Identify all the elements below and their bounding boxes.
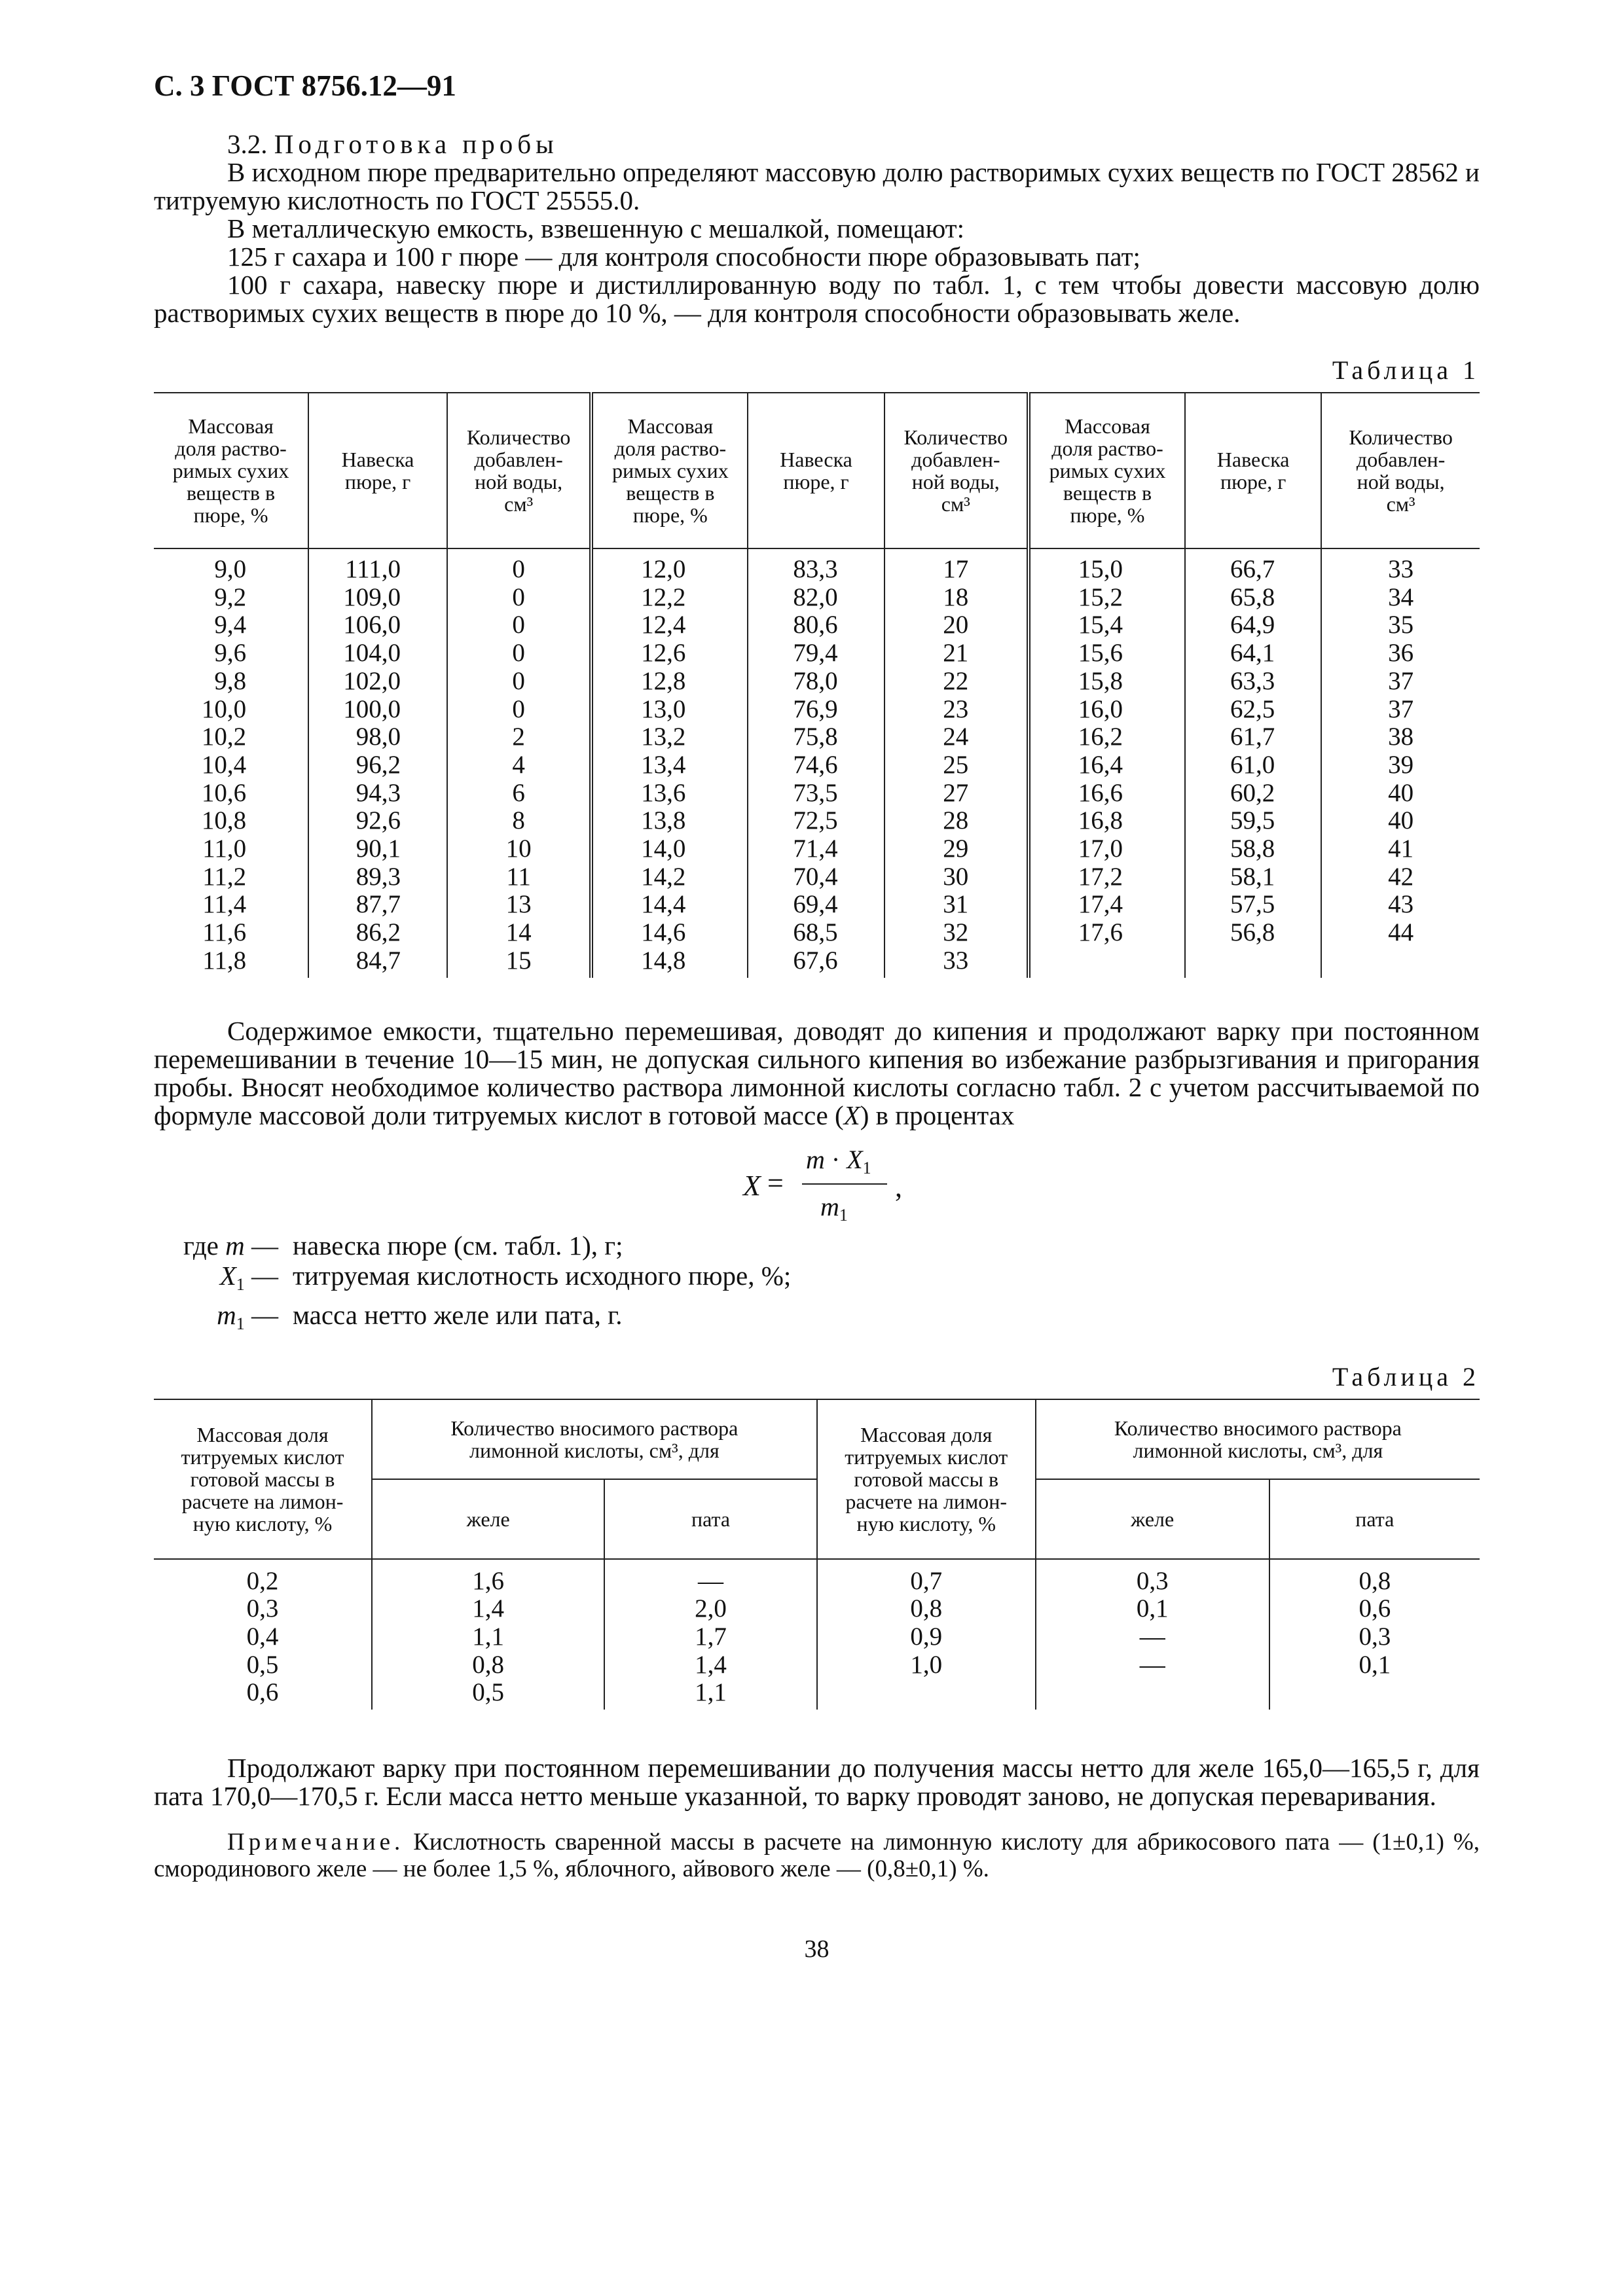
t1-cell: 13,4 <box>591 751 748 780</box>
table-row <box>154 668 1480 696</box>
t2-cell <box>1036 1679 1269 1710</box>
t2-cell: 1,4 <box>372 1595 604 1623</box>
formula-denominator: $m_1$ <box>820 1191 848 1225</box>
t2-cell: 0,1 <box>1036 1595 1269 1623</box>
t1-cell: 23 <box>884 696 1029 724</box>
t1-cell: 14,8 <box>591 947 748 978</box>
section-number: 3.2. <box>227 129 268 159</box>
document-page <box>154 69 1480 1964</box>
t1-cell: 25 <box>884 751 1029 780</box>
t1-cell: 72,5 <box>748 807 884 835</box>
t1-cell: 82,0 <box>748 584 884 612</box>
t1-cell: 12,8 <box>591 668 748 696</box>
t1-cell: 89,3 <box>308 863 447 891</box>
t1-col-header: Массовая доля раство- римых сухих веществ в пюре, % <box>154 393 308 548</box>
page-number: 38 <box>804 1935 830 1964</box>
t1-cell: 21 <box>884 639 1029 668</box>
table1 <box>154 392 1480 978</box>
t2-cell: 1,1 <box>372 1623 604 1651</box>
t1-cell: 33 <box>1388 555 1414 583</box>
t1-cell: 16,2 <box>1029 723 1185 751</box>
fraction-bar <box>802 1183 887 1185</box>
t1-cell: 17,2 <box>1029 863 1185 891</box>
t1-col-header: Количество добавлен- ной воды, см³ <box>884 393 1029 548</box>
note-text: Кислотность сваренной массы в расчете на лимонную кислоту для абрикосового пата — (1±0,1) %, смородинового желе — не более 1,5 %, яблочного, айвового желе — (0,8±0,1) %. <box>154 1829 1480 1883</box>
t1-cell: 66,7 <box>1185 548 1321 584</box>
t2-cell: 2,0 <box>604 1595 816 1623</box>
table-row <box>154 835 1480 863</box>
definition-row: $X_1$ — титруемая кислотность исходного пюре, %; <box>219 1260 792 1294</box>
t2-cell <box>1269 1679 1480 1710</box>
t1-cell: 39 <box>1388 750 1414 779</box>
t1-cell: 87,7 <box>308 891 447 919</box>
table-row <box>154 639 1480 668</box>
t1-cell: 96,2 <box>308 751 447 780</box>
t1-cell: 14 <box>447 919 591 947</box>
t1-cell: 0 <box>447 548 591 584</box>
t1-cell: 12,2 <box>591 584 748 612</box>
t1-cell: 56,8 <box>1185 919 1321 947</box>
t1-cell: 71,4 <box>748 835 884 863</box>
t1-cell: 67,6 <box>748 947 884 978</box>
t1-cell: 98,0 <box>308 723 447 751</box>
t1-cell: 34 <box>1388 583 1414 611</box>
t1-cell: 10 <box>447 835 591 863</box>
t1-cell: 10,6 <box>154 780 308 808</box>
t1-cell: 13,6 <box>591 780 748 808</box>
table-row <box>154 696 1480 724</box>
t2-cell: 1,6 <box>372 1559 604 1596</box>
t1-cell: 109,0 <box>308 584 447 612</box>
t1-cell: 80,6 <box>748 611 884 639</box>
t1-cell: 59,5 <box>1185 807 1321 835</box>
t1-cell: 44 <box>1388 918 1414 947</box>
t1-cell: 83,3 <box>748 548 884 584</box>
t1-col-header: Навеска пюре, г <box>1185 393 1321 548</box>
t1-cell: 111,0 <box>308 548 447 584</box>
t1-cell: 17,6 <box>1029 919 1185 947</box>
t1-cell: 11,8 <box>154 947 308 978</box>
t1-cell: 73,5 <box>748 780 884 808</box>
t1-cell: 0 <box>447 611 591 639</box>
t1-cell: 13,8 <box>591 807 748 835</box>
t1-cell: 14,2 <box>591 863 748 891</box>
t2-cell <box>817 1679 1036 1710</box>
t1-cell <box>1185 947 1321 978</box>
t1-cell: 9,2 <box>154 584 308 612</box>
table-row <box>154 751 1480 780</box>
t1-cell: 0 <box>447 668 591 696</box>
table-row <box>154 1623 1480 1651</box>
t1-cell: 9,8 <box>154 668 308 696</box>
t1-cell: 16,6 <box>1029 780 1185 808</box>
t2-group-header: Количество вносимого раствора лимонной кислоты, см³, для <box>372 1399 817 1479</box>
t1-cell: 65,8 <box>1185 584 1321 612</box>
t1-cell: 8 <box>447 807 591 835</box>
t1-cell: 16,8 <box>1029 807 1185 835</box>
t2-cell: 0,7 <box>817 1559 1036 1596</box>
table-row <box>154 1679 1480 1710</box>
t1-col-header: Количество добавлен- ной воды, см³ <box>1321 393 1480 548</box>
t1-cell: 15 <box>447 947 591 978</box>
t1-cell: 69,4 <box>748 891 884 919</box>
t2-cell: 0,6 <box>154 1679 372 1710</box>
t1-cell: 61,7 <box>1185 723 1321 751</box>
t1-cell: 10,2 <box>154 723 308 751</box>
t1-cell: 36 <box>1388 639 1414 668</box>
t1-cell: 104,0 <box>308 639 447 668</box>
page-header: С. 3 ГОСТ 8756.12—91 <box>154 69 456 102</box>
t2-cell: 1,1 <box>604 1679 816 1710</box>
t1-cell: 11,2 <box>154 863 308 891</box>
t1-cell: 58,8 <box>1185 835 1321 863</box>
t1-cell: 9,4 <box>154 611 308 639</box>
t2-cell: 0,9 <box>817 1623 1036 1651</box>
t1-cell: 58,1 <box>1185 863 1321 891</box>
t1-col-header: Навеска пюре, г <box>748 393 884 548</box>
t1-cell: 12,6 <box>591 639 748 668</box>
paragraph: Содержимое емкости, тщательно перемешивая, доводят до кипения и продолжают варку при постоянном перемешивании в течение 10—15 мин, не допуская сильного кипения во избежание разбрызгивания и пригорания пробы. Вносят необходимое количество раствора лимонной кислоты согласно табл. 2 с учетом рассчитываемой по формуле массовой доли титруемых кислот в готовой массе (X) в процентах <box>154 1015 1480 1130</box>
t1-cell: 43 <box>1388 890 1414 919</box>
t1-cell: 4 <box>447 751 591 780</box>
paragraph: В исходном пюре предварительно определяют массовую долю растворимых сухих веществ по ГОСТ 28562 и титруемую кислотность по ГОСТ 25555.0. <box>154 157 1480 215</box>
t1-cell: 102,0 <box>308 668 447 696</box>
definitions <box>154 1230 1480 1339</box>
table-row <box>154 1651 1480 1679</box>
t2-cell: — <box>604 1559 816 1596</box>
t1-cell: 14,0 <box>591 835 748 863</box>
table-row <box>154 807 1480 835</box>
table-row <box>154 863 1480 891</box>
t1-cell: 41 <box>1388 834 1414 863</box>
t2-cell: 0,5 <box>372 1679 604 1710</box>
t1-cell: 15,0 <box>1029 548 1185 584</box>
t2-cell: 0,1 <box>1359 1650 1391 1679</box>
t1-cell: 94,3 <box>308 780 447 808</box>
t1-cell: 17,4 <box>1029 891 1185 919</box>
t1-cell: 11 <box>447 863 591 891</box>
t1-cell: 86,2 <box>308 919 447 947</box>
t1-cell: 90,1 <box>308 835 447 863</box>
t1-col-header: Массовая доля раство- римых сухих веществ в пюре, % <box>591 393 748 548</box>
paragraph: В металлическую емкость, взвешенную с мешалкой, помещают: <box>227 213 964 243</box>
t1-cell: 60,2 <box>1185 780 1321 808</box>
t1-cell: 13,2 <box>591 723 748 751</box>
table-row <box>154 1559 1480 1596</box>
t1-cell: 12,4 <box>591 611 748 639</box>
t1-cell: 10,8 <box>154 807 308 835</box>
table-row <box>154 584 1480 612</box>
t2-cell: 0,3 <box>1359 1622 1391 1651</box>
t1-cell: 14,6 <box>591 919 748 947</box>
t1-col-header: Массовая доля раство- римых сухих веществ в пюре, % <box>1029 393 1185 548</box>
definition-row: где m — навеска пюре (см. табл. 1), г; <box>183 1230 623 1261</box>
t1-cell: 29 <box>884 835 1029 863</box>
t1-cell: 11,6 <box>154 919 308 947</box>
t1-cell: 0 <box>447 584 591 612</box>
formula-eq: = <box>767 1166 784 1199</box>
t1-cell: 63,3 <box>1185 668 1321 696</box>
t1-cell: 76,9 <box>748 696 884 724</box>
t1-col-header: Количество добавлен- ной воды, см³ <box>447 393 591 548</box>
t1-cell: 15,2 <box>1029 584 1185 612</box>
t1-cell: 84,7 <box>308 947 447 978</box>
table-row <box>154 611 1480 639</box>
t1-cell: 35 <box>1388 611 1414 639</box>
t1-cell: 14,4 <box>591 891 748 919</box>
t1-cell: 74,6 <box>748 751 884 780</box>
t1-cell: 64,9 <box>1185 611 1321 639</box>
t1-cell: 70,4 <box>748 863 884 891</box>
note-label: Примечание. <box>227 1829 405 1856</box>
section-heading <box>154 130 1480 158</box>
table-row <box>154 919 1480 947</box>
table-row <box>154 947 1480 978</box>
t1-cell: 78,0 <box>748 668 884 696</box>
t1-cell: 30 <box>884 863 1029 891</box>
t1-cell: 28 <box>884 807 1029 835</box>
section-title: Подготовка пробы <box>274 129 558 159</box>
t1-cell: 106,0 <box>308 611 447 639</box>
t1-cell <box>1029 947 1185 978</box>
t1-cell: 68,5 <box>748 919 884 947</box>
t1-cell: 0 <box>447 696 591 724</box>
paragraph: 125 г сахара и 100 г пюре — для контроля способности пюре образовывать пат; <box>227 242 1140 272</box>
t2-cell: 1,0 <box>817 1651 1036 1679</box>
t1-cell: 12,0 <box>591 548 748 584</box>
table2-caption: Таблица 2 <box>1332 1361 1480 1391</box>
t1-cell: 11,4 <box>154 891 308 919</box>
t1-cell: 33 <box>884 947 1029 978</box>
t1-cell: 9,0 <box>154 548 308 584</box>
t1-cell: 79,4 <box>748 639 884 668</box>
t2-cell: — <box>1036 1651 1269 1679</box>
t1-cell: 37 <box>1388 666 1414 695</box>
t1-cell: 40 <box>1388 778 1414 807</box>
t2-cell: 0,3 <box>154 1595 372 1623</box>
t1-cell: 11,0 <box>154 835 308 863</box>
t1-cell: 0 <box>447 639 591 668</box>
t1-cell: 22 <box>884 668 1029 696</box>
t1-cell: 15,6 <box>1029 639 1185 668</box>
t1-cell: 10,0 <box>154 696 308 724</box>
table-row <box>154 723 1480 751</box>
t1-cell: 62,5 <box>1185 696 1321 724</box>
t2-cell: 0,5 <box>154 1651 372 1679</box>
t2-cell: — <box>1036 1623 1269 1651</box>
t2-cell: 0,8 <box>817 1595 1036 1623</box>
t1-cell: 16,4 <box>1029 751 1185 780</box>
t1-cell: 64,1 <box>1185 639 1321 668</box>
t2-col4-header: Массовая доля титруемых кислот готовой массы в расчете на лимон- ную кислоту, % <box>817 1399 1036 1559</box>
t1-cell: 42 <box>1388 862 1414 891</box>
t2-cell: 0,8 <box>372 1651 604 1679</box>
table-row <box>154 1595 1480 1623</box>
t2-col1-header: Массовая доля титруемых кислот готовой массы в расчете на лимон- ную кислоту, % <box>154 1399 372 1559</box>
t1-cell: 16,0 <box>1029 696 1185 724</box>
t1-cell: 13,0 <box>591 696 748 724</box>
t1-cell: 38 <box>1388 723 1414 751</box>
t1-cell: 9,6 <box>154 639 308 668</box>
paragraph: Продолжают варку при постоянном перемешивании до получения массы нетто для желе 165,0—165,5 г, для пата 170,0—170,5 г. Если масса нетто меньше указанной, то варку проводят заново, не допуская переваривания. <box>154 1753 1480 1812</box>
formula <box>154 1144 1480 1224</box>
t1-cell: 37 <box>1388 694 1414 723</box>
t1-cell: 15,8 <box>1029 668 1185 696</box>
t1-col-header: Навеска пюре, г <box>308 393 447 548</box>
t1-cell: 32 <box>884 919 1029 947</box>
table2 <box>154 1399 1480 1710</box>
t2-sub-zhele: желе <box>1036 1479 1269 1559</box>
t1-cell: 15,4 <box>1029 611 1185 639</box>
t2-cell: 1,7 <box>604 1623 816 1651</box>
t1-cell: 61,0 <box>1185 751 1321 780</box>
t1-cell: 13 <box>447 891 591 919</box>
definition-row: $m_1$ — масса нетто желе или пата, г. <box>217 1299 623 1333</box>
t1-cell: 10,4 <box>154 751 308 780</box>
t1-cell: 17 <box>884 548 1029 584</box>
paragraph: 100 г сахара, навеску пюре и дистиллированную воду по табл. 1, с тем чтобы довести массовую долю растворимых сухих веществ в пюре до 10 %, — для контроля способности образовывать желе. <box>154 270 1480 328</box>
t1-cell: 75,8 <box>748 723 884 751</box>
t1-cell: 6 <box>447 780 591 808</box>
t1-cell: 18 <box>884 584 1029 612</box>
t2-cell: 0,3 <box>1036 1559 1269 1596</box>
formula-lhs: X <box>743 1169 761 1202</box>
t1-cell: 2 <box>447 723 591 751</box>
t1-cell: 100,0 <box>308 696 447 724</box>
table1-caption: Таблица 1 <box>1332 355 1480 385</box>
t1-cell <box>1321 947 1480 978</box>
t2-cell: 1,4 <box>604 1651 816 1679</box>
table-row <box>154 891 1480 919</box>
t2-cell: 0,8 <box>1359 1566 1391 1595</box>
t2-cell: 0,4 <box>154 1623 372 1651</box>
formula-numerator: $m \cdot X_1$ <box>806 1144 871 1177</box>
t2-sub-zhele: желе <box>372 1479 604 1559</box>
t2-group-header: Количество вносимого раствора лимонной кислоты, см³, для <box>1036 1399 1480 1479</box>
t2-sub-pata: пата <box>1269 1479 1480 1559</box>
t2-cell: 0,6 <box>1359 1594 1391 1623</box>
t1-cell: 24 <box>884 723 1029 751</box>
table-row <box>154 780 1480 808</box>
t1-cell: 57,5 <box>1185 891 1321 919</box>
table-row <box>154 548 1480 584</box>
t1-cell: 20 <box>884 611 1029 639</box>
note <box>154 1829 1480 1882</box>
formula-comma: , <box>895 1170 902 1203</box>
t1-cell: 27 <box>884 780 1029 808</box>
t1-cell: 40 <box>1388 806 1414 835</box>
t2-sub-pata: пата <box>604 1479 816 1559</box>
t1-cell: 17,0 <box>1029 835 1185 863</box>
t1-cell: 31 <box>884 891 1029 919</box>
t2-cell: 0,2 <box>154 1559 372 1596</box>
t1-cell: 92,6 <box>308 807 447 835</box>
